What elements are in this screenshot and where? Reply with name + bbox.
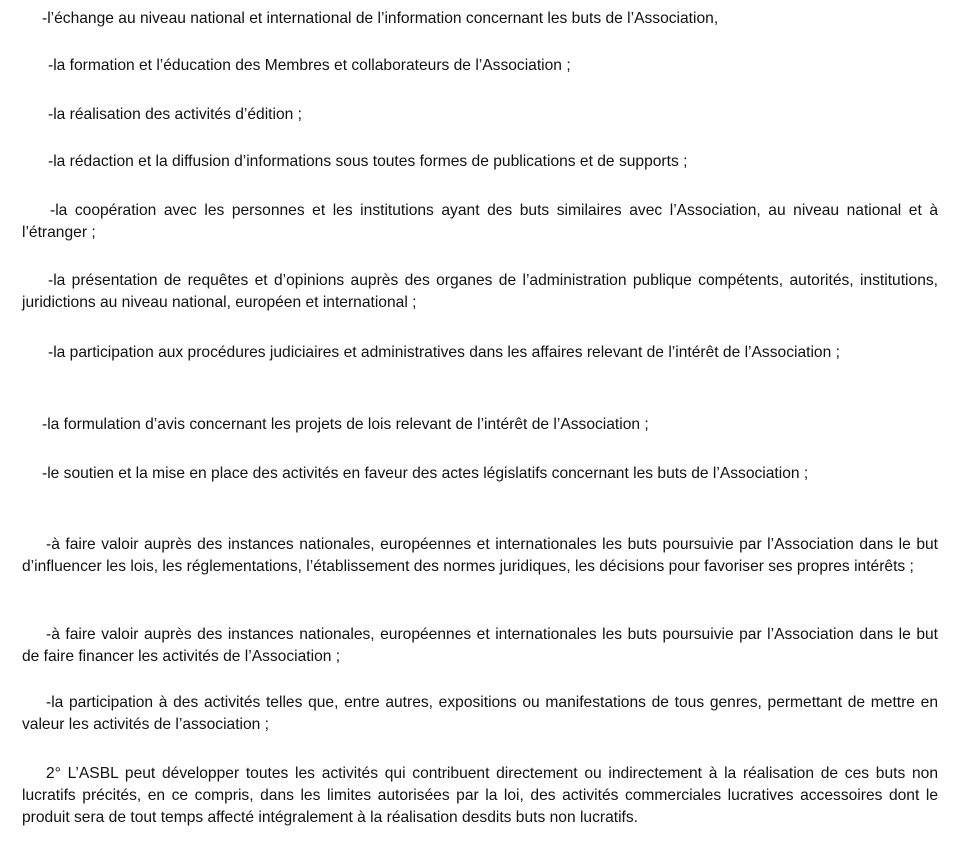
- paragraph-exhibitions: -la participation à des activités telles que, entre autres, expositions ou manifestations de tous genres, permettant de mettre en valeur les activités de l’association ;: [22, 694, 938, 733]
- paragraph-training-education: -la formation et l’éducation des Membres et collaborateurs de l’Association ;: [48, 57, 571, 74]
- paragraph-financing: -à faire valoir auprès des instances nationales, européennes et internationales les buts poursuivie par l’Association dans le but de faire financer les activités de l’Association ;: [22, 626, 938, 665]
- paragraph-judicial-procedures: -la participation aux procédures judiciaires et administratives dans les affaires relevant de l’intérêt de l’Association ;: [48, 344, 840, 361]
- paragraph-requests-opinions: -la présentation de requêtes et d’opinions auprès des organes de l’administration publique compétents, autorités, institutions, juridictions au niveau national, européen et international ;: [22, 272, 938, 311]
- paragraph-publishing: -la réalisation des activités d’édition ;: [48, 106, 302, 123]
- paragraph-law-opinions: -la formulation d’avis concernant les projets de lois relevant de l’intérêt de l’Association ;: [42, 416, 649, 433]
- paragraph-influence-laws: -à faire valoir auprès des instances nationales, européennes et internationales les buts poursuivie par l’Association dans le but d’influencer les lois, les réglementations, l’établissement des normes juridiques, les décisions pour favoriser ses propres intérêts ;: [22, 536, 938, 575]
- paragraph-legislative-support: -le soutien et la mise en place des activités en faveur des actes législatifs concernant les buts de l’Association ;: [42, 465, 809, 482]
- paragraph-cooperation: -la coopération avec les personnes et les institutions ayant des buts similaires avec l’Association, au niveau national et à l’étranger ;: [22, 202, 938, 241]
- paragraph-drafting-diffusion: -la rédaction et la diffusion d’informations sous toutes formes de publications et de supports ;: [48, 153, 688, 170]
- paragraph-asbl-activities: 2° L’ASBL peut développer toutes les activités qui contribuent directement ou indirectement à la réalisation de ces buts non lucratifs précités, en ce compris, dans les limites autorisées par la loi, des activités commerciales lucratives accessoires dont le produit sera de tout temps affecté intégralement à la réalisation desdits buts non lucratifs.: [22, 765, 938, 826]
- paragraph-exchange-information: -l’échange au niveau national et international de l’information concernant les buts de l’Association,: [42, 10, 719, 27]
